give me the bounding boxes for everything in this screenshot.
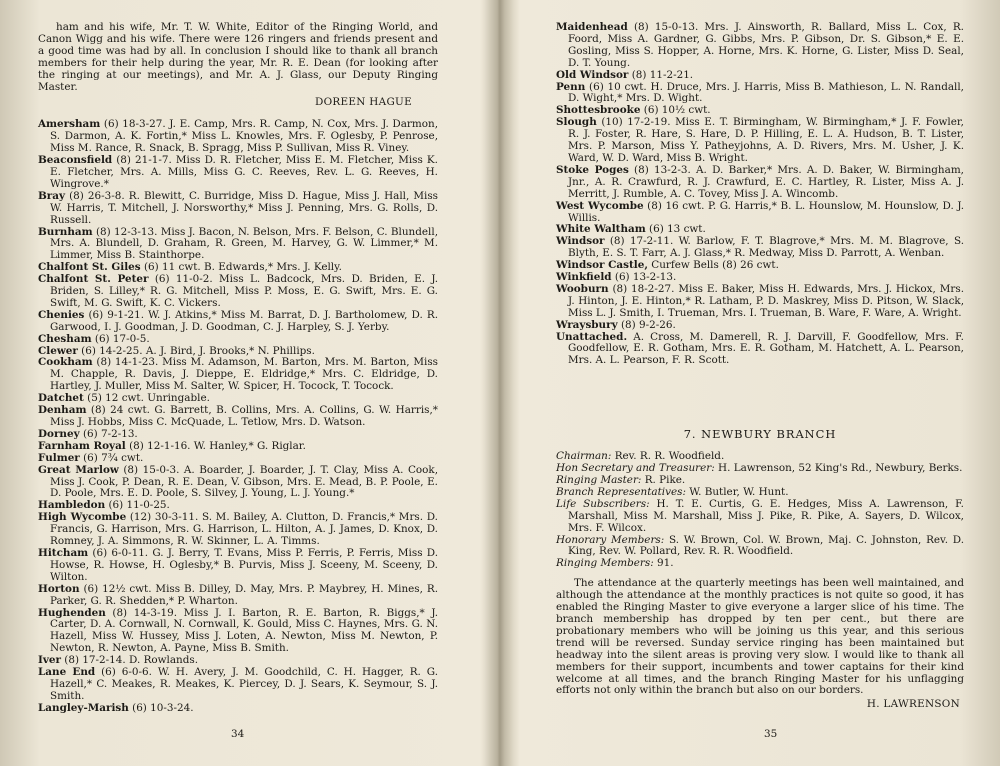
officer-role: Honorary Members: xyxy=(556,533,665,546)
officer-role: Ringing Master: xyxy=(556,474,642,486)
tower-entry xyxy=(38,608,438,656)
officer-names: R. Pike. xyxy=(644,474,686,486)
tower-name: Lane End xyxy=(38,666,96,679)
tower-name: White Waltham xyxy=(556,223,646,236)
tower-details: (6) 7-2-13. xyxy=(82,427,138,440)
officer-line xyxy=(556,558,964,570)
left-page xyxy=(38,22,438,756)
tower-name: Denham xyxy=(38,404,87,417)
officer-line xyxy=(556,535,964,559)
officer-names: W. Butler, W. Hunt. xyxy=(689,485,789,498)
tower-details: (6) 6-0-11. G. J. Berry, T. Evans, Miss P. Ferris, P. Ferris, Miss D. Howse, R. Howse, H. Oglesby,* B. Purvis, Miss J. Sceeny, M. Sceeny, D. Wilton. xyxy=(50,546,438,583)
tower-details: (6) 10½ cwt. xyxy=(643,104,711,117)
tower-entry xyxy=(38,667,438,703)
tower-name: Unattached. xyxy=(556,330,628,343)
tower-name: Hughenden xyxy=(38,606,106,619)
tower-details: (8) 14-1-23. Miss M. Adamson, M. Barton, Mrs. M. Barton, Miss M. Chapple, R. Davis, J. Dieppe, E. Eldridge,* Mrs. C. Eldridge, D. Hartley, J. Muller, Miss M. Salter, W. Spicer, H. Tocock, T. Tocock. xyxy=(50,356,438,393)
tower-name: Clewer xyxy=(38,344,78,357)
tower-details: (8) 15-0-3. A. Boarder, J. Boarder, J. T. Clay, Miss A. Cook, Miss J. Cook, P. Dean, R. E. Dean, V. Gibson, Mrs. E. Mead, B. P. Poole, E. D. Poole, Mrs. E. D. Poole, S. Silvey, J. Young, L. J. Young.* xyxy=(50,463,439,500)
officer-role: Branch Representatives: xyxy=(556,485,686,498)
tower-entry xyxy=(38,310,438,334)
tower-name: Burnham xyxy=(38,225,93,238)
right-tower-list xyxy=(556,22,964,367)
officer-line xyxy=(556,499,964,535)
tower-name: Chalfont St. Giles xyxy=(38,261,141,274)
tower-name: High Wycombe xyxy=(38,511,127,524)
tower-entry xyxy=(38,227,438,263)
tower-name: Farnham Royal xyxy=(38,439,126,452)
tower-entry xyxy=(38,155,438,191)
tower-details: (6) 10-3-24. xyxy=(132,701,194,714)
tower-details: (6) 13 cwt. xyxy=(649,223,706,236)
tower-details: (8) 17-2-11. W. Barlow, F. T. Blagrove,* Mrs. M. M. Blagrove, S. Blyth, E. S. T. Farr, A. J. Glass,* R. Medway, Miss D. Parrott, A. Wenban. xyxy=(568,235,964,260)
page-number: 34 xyxy=(231,728,245,740)
tower-name: Chalfont St. Peter xyxy=(38,273,149,286)
tower-details: (6) 7¾ cwt. xyxy=(83,451,144,464)
tower-name: Beaconsfield xyxy=(38,154,113,167)
tower-name: Datchet xyxy=(38,392,84,405)
officer-names: S. W. Brown, Col. W. Brown, Maj. C. Johnston, Rev. D. King, Rev. W. Pollard, Rev. R. R. Woodfield. xyxy=(568,533,964,558)
tower-name: Cookham xyxy=(38,356,93,369)
tower-entry xyxy=(38,465,438,501)
page-number: 35 xyxy=(764,728,778,740)
tower-entry xyxy=(38,512,438,548)
tower-details: (6) 11 cwt. B. Edwards,* Mrs. J. Kelly. xyxy=(143,261,342,274)
intro-paragraph: ham and his wife, Mr. T. W. White, Editor of the Ringing World, and Canon Wigg and his wife. There were 126 ringers and friends present and a good time was had by all. In conclusion I should like to thank all branch members for their help during the year, Mr. R. E. Dean (for looking after the ringing at our meetings), and Mr. A. J. Glass, our Deputy Ringing Master. xyxy=(38,21,438,93)
tower-details: Curfew Bells (8) 26 cwt. xyxy=(651,259,779,272)
tower-details: (8) 26-3-8. R. Blewitt, C. Burridge, Miss D. Hague, Miss J. Hall, Miss W. Harris, T. Mitchell, J. Norsworthy,* Miss J. Penning, Mrs. G. Rolls, D. Russell. xyxy=(50,189,438,226)
tower-details: (8) 24 cwt. G. Barrett, B. Collins, Mrs. A. Collins, G. W. Harris,* Miss J. Hobbs, Miss C. McQuade, L. Tetlow, Mrs. D. Watson. xyxy=(50,404,438,428)
officer-role: Chairman: xyxy=(556,450,612,463)
officer-names: H. T. E. Curtis, G. E. Hedges, Miss A. Lawrenson, F. Marshall, Miss M. Marshall, Miss J. Pike, R. Pike, A. Sayers, D. Wilcox, Mrs. F. Wilcox. xyxy=(568,497,964,534)
tower-entry xyxy=(38,548,438,584)
tower-name: Wooburn xyxy=(556,282,609,295)
tower-details: (6) 11-0-2. Miss L. Badcock, Mrs. D. Briden, E. J. Briden, S. Lilley,* R. G. Mitchell, Miss P. Moss, E. G. Swift, Mrs. E. G. Swift, M. G. Swift, K. C. Vickers. xyxy=(50,273,438,309)
tower-entry xyxy=(38,274,438,310)
tower-entry xyxy=(556,22,964,70)
tower-entry xyxy=(556,82,964,106)
tower-name: Chenies xyxy=(38,308,85,321)
tower-entry xyxy=(38,405,438,429)
tower-name: Horton xyxy=(38,582,80,595)
officer-role: Ringing Members: xyxy=(556,557,654,570)
tower-name: Fulmer xyxy=(38,451,80,464)
tower-entry xyxy=(38,191,438,227)
tower-details: A. Cross, M. Damerell, R. J. Darvill, F. Goodfellow, Mrs. F. Goodfellow, E. R. Gotham, Mrs. E. R. Gotham, M. Hatchett, A. L. Pearson, Mrs. A. L. Pearson, F. R. Scott. xyxy=(568,330,964,367)
left-tower-list xyxy=(38,119,438,714)
tower-details: (6) 12½ cwt. Miss B. Dilley, D. May, Mrs. P. Maybrey, H. Mines, R. Parker, G. R. Shedden,* P. Wharton. xyxy=(50,582,438,607)
tower-name: Bray xyxy=(38,189,66,202)
tower-name: Winkfield xyxy=(556,271,612,284)
tower-name: Penn xyxy=(556,80,586,93)
tower-details: (8) 9-2-26. xyxy=(620,318,676,331)
tower-entry xyxy=(38,119,438,155)
tower-name: Maidenhead xyxy=(556,21,628,33)
tower-name: Great Marlow xyxy=(38,463,119,476)
tower-name: Hitcham xyxy=(38,546,89,559)
tower-name: Shottesbrooke xyxy=(556,104,641,117)
tower-entry xyxy=(556,332,964,368)
tower-name: Old Windsor xyxy=(556,68,629,81)
tower-entry xyxy=(556,236,964,260)
tower-name: Iver xyxy=(38,654,61,667)
tower-details: (8) 21-1-7. Miss D. R. Fletcher, Miss E. M. Fletcher, Miss K. E. Fletcher, Mrs. A. Mills, Miss G. C. Reeves, Rev. L. G. Reeves, H. Wingrove.* xyxy=(50,154,438,190)
tower-entry xyxy=(556,165,964,201)
tower-name: West Wycombe xyxy=(556,199,644,212)
tower-details: (8) 12-3-13. Miss J. Bacon, N. Belson, Mrs. F. Belson, C. Blundell, Mrs. A. Blundell, D. Graham, R. Green, M. Harvey, G. W. Limmer,* M. Limmer, Miss B. Stainthorpe. xyxy=(50,225,438,262)
tower-details: (6) 18-3-27. J. E. Camp, Mrs. R. Camp, N. Cox, Mrs. J. Darmon, S. Darmon, A. K. Fortin,* Miss L. Knowles, Mrs. F. Oglesby, P. Penrose, Miss M. Rance, R. Snack, B. Spragg, Miss P. Sullivan, Miss R. Viney. xyxy=(50,118,438,155)
tower-name: Wraysbury xyxy=(556,318,618,331)
tower-name: Amersham xyxy=(38,118,101,131)
tower-entry xyxy=(38,703,438,715)
tower-details: (8) 13-2-3. A. D. Barker,* Mrs. A. D. Baker, W. Birmingham, Jnr., A. R. Crawfurd, R. J. Crawfurd, E. C. Hartley, R. Lister, Miss A. J. Merritt, J. Rumble, A. C. Tovey, Miss J. A. Wincomb. xyxy=(568,163,964,200)
tower-details: (6) 14-2-25. A. J. Bird, J. Brooks,* N. Phillips. xyxy=(81,344,315,357)
report-signature: H. LAWRENSON xyxy=(866,698,960,711)
officer-role: Hon Secretary and Treasurer: xyxy=(556,462,715,475)
tower-details: (8) 16 cwt. P. G. Harris,* B. L. Hounslow, M. Hounslow, D. J. Willis. xyxy=(568,199,965,224)
tower-name: Langley-Marish xyxy=(38,701,129,714)
tower-details: (8) 14-3-19. Miss J. I. Barton, R. E. Barton, R. Biggs,* J. Carter, D. A. Cornwall, N. Cornwall, K. Gould, Miss C. Haynes, Mrs. G. N. Hazell, Miss W. Hussey, Miss J. Loten, A. Newton, Miss M. Newton, P. Newton, R. Newton, A. Payne, Miss B. Smith. xyxy=(50,606,438,655)
branch-report: The attendance at the quarterly meetings has been well maintained, and although the attendance at the monthly practices is not quite so good, it has enabled the Ringing Master to give everyone a larger slice of his time. The branch membership has dropped by ten per cent., but there are probationary members who will be joining us this year, and this serious trend will be reversed. Sunday service ringing has been maintained but headway into the silent areas is proving very slow. I would like to thank all members for their support, incumbents and tower captains for their kind welcome at all times, and the branch Ringing Master for his unflagging efforts not only within the branch but also on our borders. xyxy=(556,577,964,697)
tower-details: (8) 15-0-13. Mrs. J. Ainsworth, R. Ballard, Miss L. Cox, R. Foord, Miss A. Gardner, G. Gibbs, Mrs. P. Gibson, Dr. S. Gibson,* E. E. Gosling, Miss S. Hopper, A. Horne, Mrs. K. Horne, G. Lister, Miss D. Seal, D. T. Young. xyxy=(568,21,964,69)
tower-details: (5) 12 cwt. Unringable. xyxy=(87,392,210,405)
tower-name: Slough xyxy=(556,116,597,129)
tower-details: (6) 9-1-21. W. J. Atkins,* Miss M. Barrat, D. J. Bartholomew, D. R. Garwood, I. J. Goodman, J. D. Goodman, C. J. Harpley, S. J. Yerby. xyxy=(50,308,438,333)
tower-entry xyxy=(556,284,964,320)
tower-details: (6) 11-0-25. xyxy=(108,499,170,512)
tower-name: Hambledon xyxy=(38,499,106,512)
tower-details: (6) 13-2-13. xyxy=(614,271,677,284)
tower-details: (8) 17-2-14. D. Rowlands. xyxy=(64,654,199,667)
tower-name: Dorney xyxy=(38,427,80,440)
tower-details: (6) 17-0-5. xyxy=(94,332,150,345)
branch-heading: 7. NEWBURY BRANCH xyxy=(683,427,837,442)
tower-name: Windsor xyxy=(556,235,605,248)
tower-entry xyxy=(556,201,964,225)
tower-details: (8) 12-1-16. W. Hanley,* G. Riglar. xyxy=(129,439,306,452)
tower-entry xyxy=(556,117,964,165)
officer-names: H. Lawrenson, 52 King's Rd., Newbury, Berks. xyxy=(718,462,963,475)
book-gutter xyxy=(484,0,514,766)
tower-details: (6) 6-0-6. W. H. Avery, J. M. Goodchild, C. H. Hagger, R. G. Hazell,* C. Meakes, R. Meakes, K. Piercey, D. J. Sears, K. Seymour, S. J. Smith. xyxy=(50,666,438,702)
tower-details: (8) 18-2-27. Miss E. Baker, Miss H. Edwards, Mrs. J. Hickox, Mrs. J. Hinton, J. E. Hinton,* R. Latham, P. D. Maskrey, Miss D. Pitson, W. Slack, Miss L. J. Smith, I. Trueman, Mrs. I. Trueman, B. Ware, F. Ware, A. Wright. xyxy=(568,282,964,319)
officer-role: Life Subscribers: xyxy=(556,497,650,510)
tower-name: Stoke Poges xyxy=(556,163,629,176)
tower-name: Windsor Castle, xyxy=(556,259,648,272)
tower-name: Chesham xyxy=(38,332,92,345)
tower-entry xyxy=(38,584,438,608)
tower-details: (10) 17-2-19. Miss E. T. Birmingham, W. Birmingham,* J. F. Fowler, R. J. Foster, R. Hare, S. Hare, D. P. Hilling, E. L. A. Hudson, B. T. Lister, Mrs. P. Marson, Miss Y. Patheyjohns, A. D. Rivers, Mrs. M. Usher, J. K. Ward, W. D. Ward, Miss B. Wright. xyxy=(568,116,964,164)
tower-details: (12) 30-3-11. S. M. Bailey, A. Clutton, D. Francis,* Mrs. D. Francis, G. Harrison, Mrs. G. Harrison, L. Hilton, A. J. James, D. Knox, D. Romney, J. A. Simmons, R. W. Skinner, L. A. Timms. xyxy=(50,511,438,548)
officer-names: 91. xyxy=(657,557,674,570)
right-page xyxy=(556,22,964,756)
tower-details: (6) 10 cwt. H. Druce, Mrs. J. Harris, Miss B. Mathieson, L. N. Randall, D. Wight,* Mrs. D. Wight. xyxy=(568,80,964,105)
tower-entry xyxy=(38,357,438,393)
branch-officers xyxy=(556,451,964,570)
officer-names: Rev. R. R. Woodfield. xyxy=(614,450,725,463)
tower-details: (8) 11-2-21. xyxy=(631,68,694,81)
report-signature: DOREEN HAGUE xyxy=(314,96,412,109)
